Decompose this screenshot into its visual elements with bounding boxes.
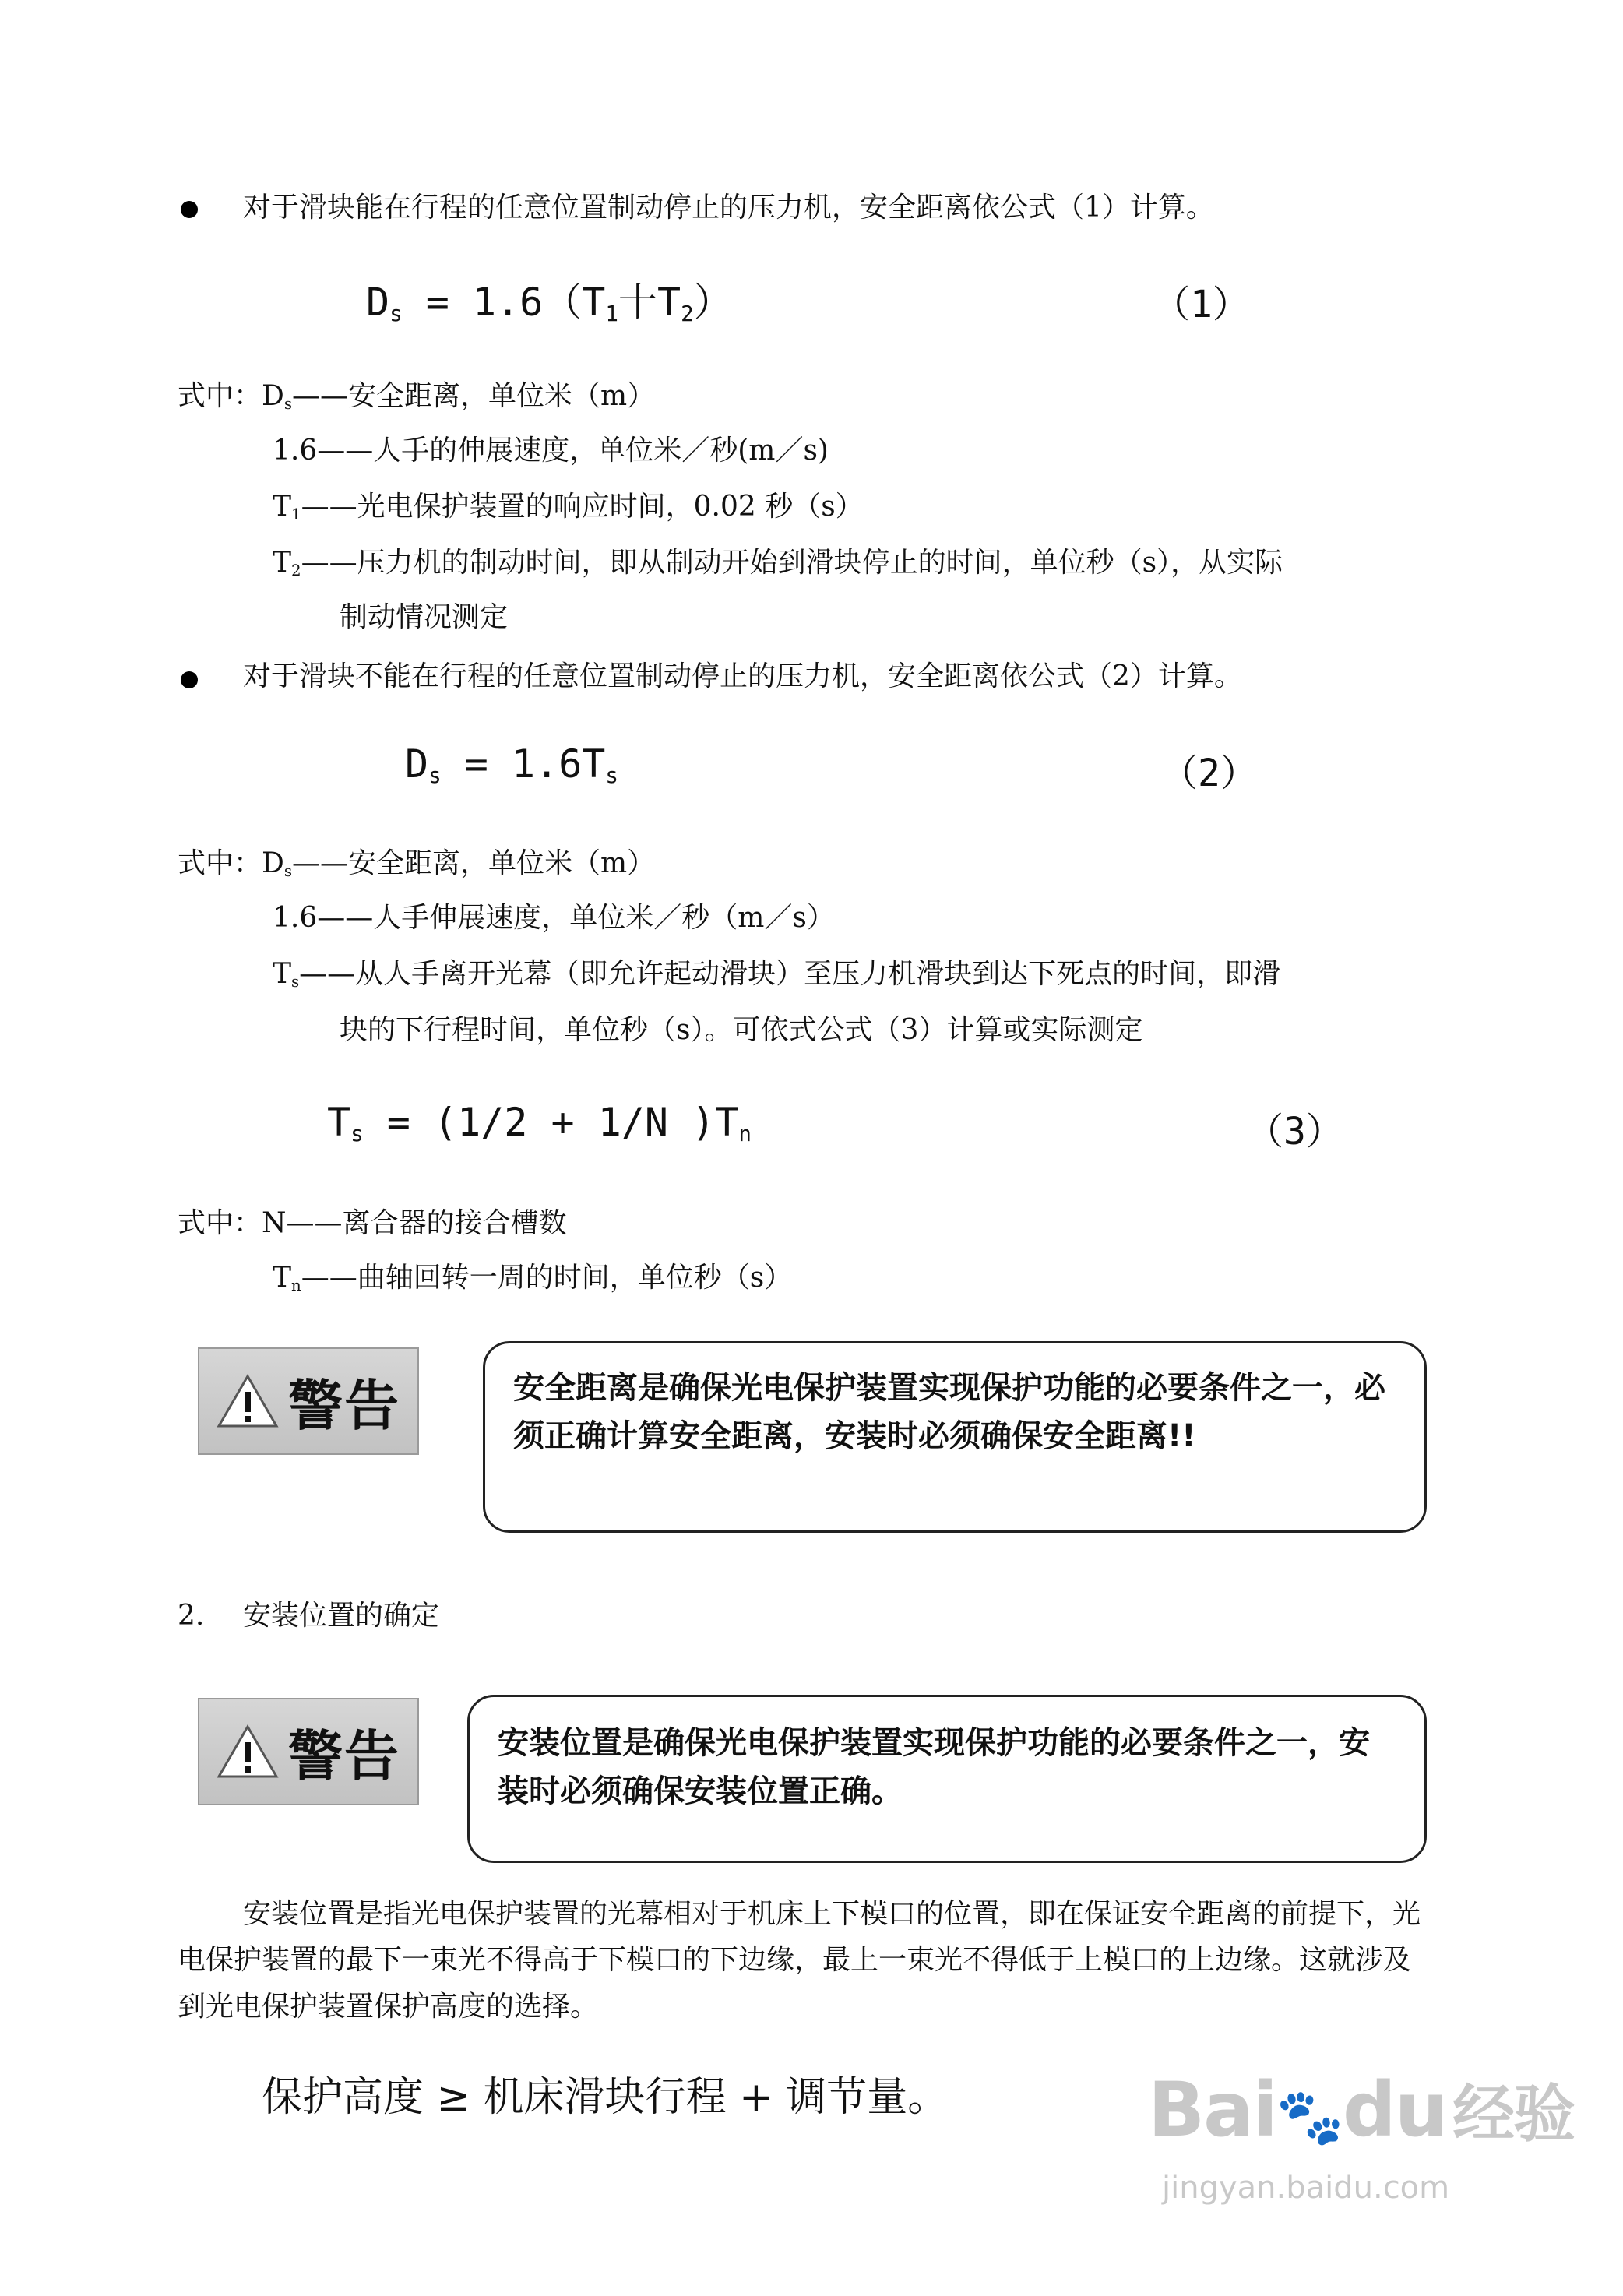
formula-2-number: （2） <box>1160 752 1258 795</box>
formula-3: $T_s = (1/2 + 1/N$ )$T_n$ <box>327 1100 752 1146</box>
section-heading: 安装位置的确定 <box>243 1600 440 1632</box>
paw-icon: 🐾 <box>1276 2085 1343 2149</box>
warning-text: 安装位置是确保光电保护装置实现保护功能的必要条件之一，安装时必须确保安装位置正确。 <box>498 1725 1370 1809</box>
definition-row: 1.6——人手伸展速度，单位米／秒（m／s） <box>273 902 835 934</box>
body-paragraph: 安装位置是指光电保护装置的光幕相对于机床上下模口的位置，即在保证安全距离的前提下，光电保护装置的最下一束光不得高于下模口的下边缘，最上一束光不得低于上模口的上边缘。这就涉及到光电保护装置保护高度的选择。 <box>178 1898 1421 2023</box>
warning-label: 警告 <box>288 1724 400 1788</box>
definition-row: 式中：$D_s——$安全距离，单位米（m） <box>178 380 656 413</box>
definition-row: $T_2——$压力机的制动时间，即从制动开始到滑块停止的时间，单位秒（s），从实际 <box>273 547 1283 579</box>
warning-badge <box>198 1698 419 1805</box>
formula-1-number: （1） <box>1153 283 1250 326</box>
warning-box <box>483 1341 1427 1533</box>
warning-text: 安全距离是确保光电保护装置实现保护功能的必要条件之一，必须正确计算安全距离，安装时必须确保安全距离!! <box>513 1370 1385 1454</box>
formula-1: $D_s = 1.6(T_1$十$T_2$） <box>366 280 733 326</box>
definition-row: 式中：N——离合器的接合槽数 <box>178 1207 567 1239</box>
warning-triangle-icon <box>217 1373 279 1429</box>
baidu-watermark-logo: Bai🐾du 经验 <box>1148 2066 1575 2153</box>
definition-continuation: 制动情况测定 <box>340 601 509 633</box>
definition-row: $T_n——$曲轴回转一周的时间，单位秒（s） <box>273 1262 793 1294</box>
formula-2: $D_s = 1.6T_s$ <box>405 741 618 788</box>
definition-continuation: 块的下行程时间，单位秒（s）。可依式公式（3）计算或实际测定 <box>340 1014 1143 1046</box>
definition-row: $T_1——$光电保护装置的响应时间，0.02 秒（s） <box>273 491 864 523</box>
bullet-1-text: 对于滑块能在行程的任意位置制动停止的压力机，安全距离依公式（1）计算。 <box>243 192 1214 224</box>
warning-badge <box>198 1347 419 1455</box>
warning-box <box>467 1695 1427 1863</box>
warning-label: 警告 <box>288 1373 400 1438</box>
baidu-watermark-url: jingyan.baidu.com <box>1162 2170 1450 2206</box>
protection-height-formula: 保护高度 ≥ 机床滑块行程 + 调节量。 <box>262 2074 949 2121</box>
section-number: 2. <box>178 1600 205 1632</box>
bullet-2-text: 对于滑块不能在行程的任意位置制动停止的压力机，安全距离依公式（2）计算。 <box>243 660 1242 692</box>
warning-triangle-icon <box>217 1724 279 1780</box>
bullet-1-dot <box>181 201 198 218</box>
definition-row: 1.6——人手的伸展速度，单位米／秒(m／s) <box>273 435 829 467</box>
definition-row: $T_s——$从人手离开光幕（即允许起动滑块）至压力机滑块到达下死点的时间，即滑 <box>273 958 1281 991</box>
formula-3-number: （3） <box>1246 1110 1343 1153</box>
bullet-2-dot <box>181 671 198 688</box>
definition-row: 式中：$D_s——$安全距离，单位米（m） <box>178 847 656 880</box>
